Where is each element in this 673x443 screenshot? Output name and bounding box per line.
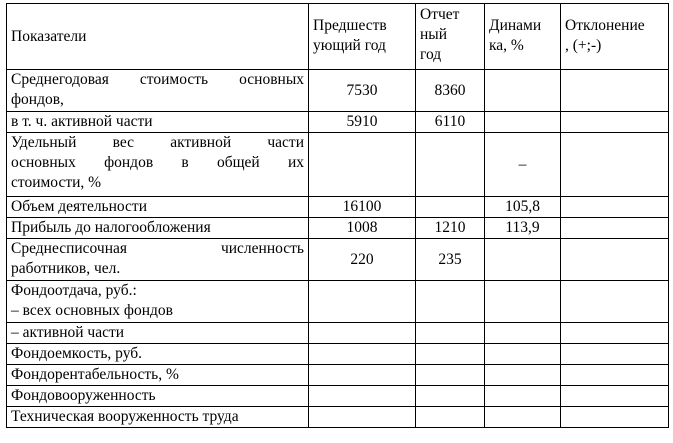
cell-previous-year [309, 133, 416, 197]
table-row [7, 323, 669, 344]
row-indicator-name [7, 323, 309, 344]
header-report-year-line: ный [420, 26, 448, 43]
cell-report-year [416, 386, 485, 407]
cell-deviation [561, 407, 669, 428]
indicator-name-line: Объем деятельности [11, 198, 148, 215]
indicator-name-line: – активной части [11, 324, 125, 341]
row-indicator-name [7, 281, 309, 323]
indicator-name-line: Техническая вооруженность труда [11, 408, 239, 425]
indicator-name-line: фондов, [11, 91, 64, 108]
header-deviation-line: Отклонение [565, 17, 645, 34]
row-indicator-name [7, 344, 309, 365]
cell-previous-year: 220 [309, 239, 416, 281]
header-report-year [416, 4, 485, 70]
cell-report-year: 6110 [416, 112, 485, 133]
header-indicators-label: Показатели [11, 27, 87, 45]
indicator-name-line: Фондоемкость, руб. [11, 345, 143, 362]
table-row [7, 239, 669, 281]
table-row [7, 365, 669, 386]
cell-report-year [416, 197, 485, 218]
cell-dynamics [485, 365, 561, 386]
cell-dynamics [485, 407, 561, 428]
cell-dynamics [485, 281, 561, 323]
indicator-name-line: Фондорентабельность, % [11, 366, 179, 383]
row-indicator-name [7, 407, 309, 428]
table-header-row [7, 4, 669, 70]
row-indicator-name [7, 197, 309, 218]
header-report-year-line: год [420, 46, 442, 63]
cell-dynamics [485, 323, 561, 344]
cell-deviation [561, 365, 669, 386]
header-report-year-line: Отчет [420, 6, 460, 23]
row-indicator-name [7, 239, 309, 281]
cell-report-year [416, 281, 485, 323]
cell-previous-year: 5910 [309, 112, 416, 133]
header-indicators [7, 4, 309, 70]
table-row [7, 344, 669, 365]
indicator-name-line: Среднегодовая стоимость основных [11, 71, 304, 88]
cell-previous-year: 1008 [309, 218, 416, 239]
header-deviation [561, 4, 669, 70]
table-row [7, 407, 669, 428]
indicator-name-line: работников, чел. [11, 260, 121, 277]
header-dynamics [485, 4, 561, 70]
cell-deviation [561, 239, 669, 281]
cell-previous-year: 7530 [309, 70, 416, 112]
row-indicator-name [7, 112, 309, 133]
cell-deviation [561, 386, 669, 407]
cell-report-year [416, 365, 485, 386]
cell-report-year [416, 323, 485, 344]
indicator-name-line: Среднесписочная численность [11, 240, 304, 257]
cell-report-year [416, 133, 485, 197]
cell-previous-year [309, 365, 416, 386]
cell-previous-year [309, 323, 416, 344]
header-previous-year [309, 4, 416, 70]
indicator-name-line: стоимости, % [11, 174, 102, 191]
table-row [7, 218, 669, 239]
row-indicator-name [7, 218, 309, 239]
cell-deviation [561, 197, 669, 218]
table-row [7, 197, 669, 218]
indicators-table [6, 3, 669, 428]
cell-deviation [561, 70, 669, 112]
row-indicator-name [7, 365, 309, 386]
indicator-name-line: основных фондов в общей их [11, 154, 304, 171]
cell-deviation [561, 112, 669, 133]
header-dynamics-line: Динами [489, 17, 542, 34]
cell-deviation [561, 323, 669, 344]
cell-dynamics: 105,8 [485, 197, 561, 218]
row-indicator-name [7, 70, 309, 112]
indicator-name-line: Фондоотдача, руб.: [11, 282, 137, 299]
table-row [7, 70, 669, 112]
indicator-name-line: в т. ч. активной части [11, 113, 153, 130]
cell-previous-year [309, 281, 416, 323]
row-indicator-name [7, 386, 309, 407]
table-row [7, 133, 669, 197]
indicator-name-line: – всех основных фондов [11, 302, 173, 319]
table-row [7, 386, 669, 407]
indicator-name-line: Прибыль до налогообложения [11, 219, 211, 236]
cell-deviation [561, 281, 669, 323]
cell-dynamics [485, 344, 561, 365]
header-deviation-line: , (+;-) [565, 37, 602, 54]
header-previous-year-line: ующий год [313, 37, 386, 54]
header-previous-year-line: Предшеств [313, 17, 387, 34]
cell-dynamics [485, 239, 561, 281]
cell-report-year: 1210 [416, 218, 485, 239]
cell-dynamics [485, 70, 561, 112]
cell-previous-year [309, 407, 416, 428]
indicator-name-line: Фондовооруженность [11, 387, 156, 404]
cell-dynamics: 113,9 [485, 218, 561, 239]
cell-report-year [416, 344, 485, 365]
cell-dynamics [485, 386, 561, 407]
cell-dynamics: – [485, 133, 561, 197]
cell-previous-year: 16100 [309, 197, 416, 218]
indicator-name-line: Удельный вес активной части [11, 134, 304, 151]
table-row [7, 281, 669, 323]
cell-deviation [561, 344, 669, 365]
table-row [7, 112, 669, 133]
cell-deviation [561, 218, 669, 239]
cell-previous-year [309, 386, 416, 407]
cell-report-year [416, 407, 485, 428]
cell-report-year: 235 [416, 239, 485, 281]
cell-dynamics [485, 112, 561, 133]
cell-report-year: 8360 [416, 70, 485, 112]
cell-deviation [561, 133, 669, 197]
cell-previous-year [309, 344, 416, 365]
header-dynamics-line: ка, % [489, 37, 524, 54]
row-indicator-name [7, 133, 309, 197]
